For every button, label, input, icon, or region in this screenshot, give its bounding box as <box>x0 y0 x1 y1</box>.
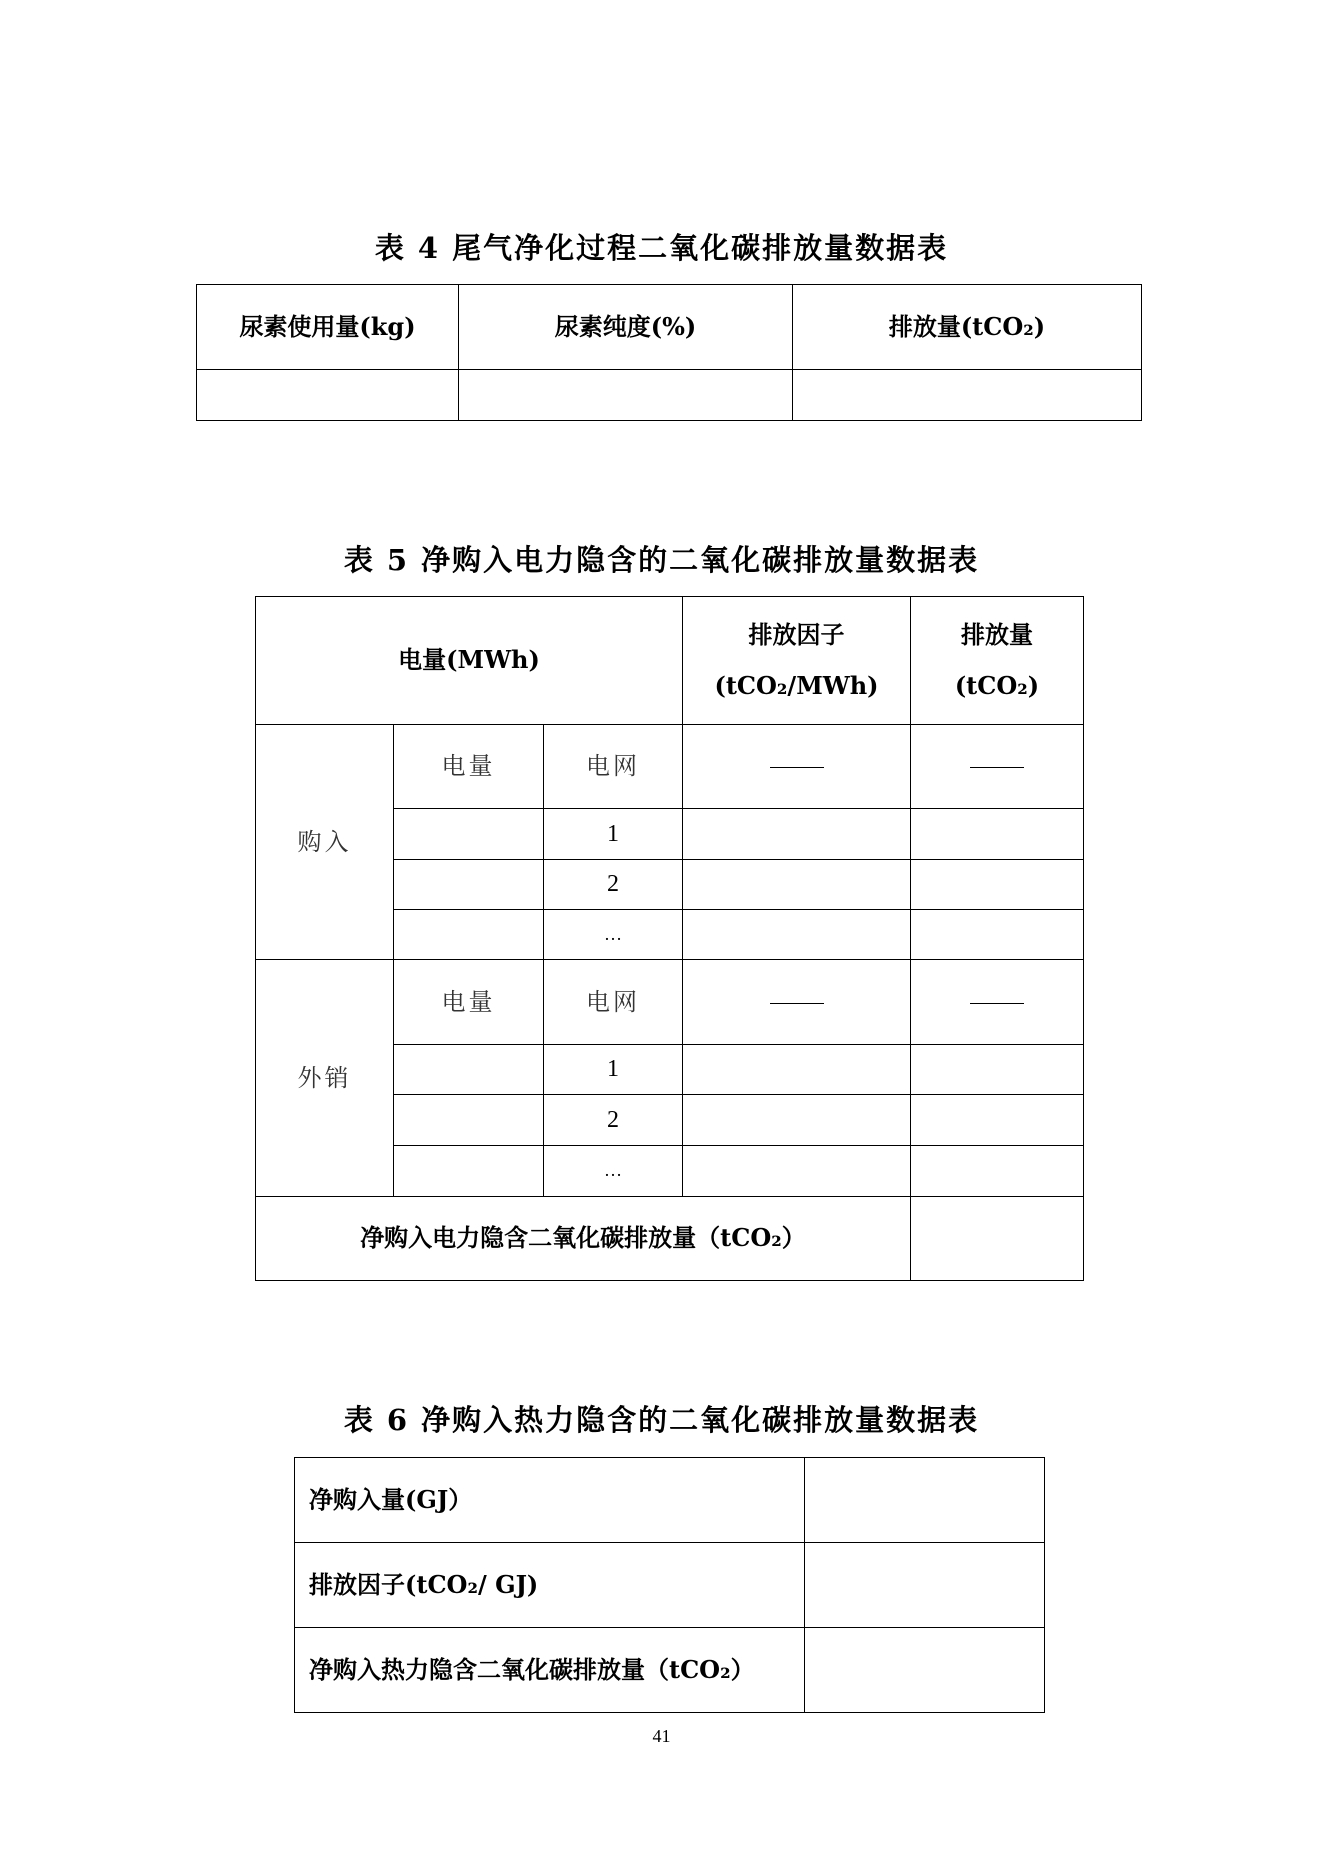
table5-sale-emission-cell[interactable] <box>911 1045 1084 1095</box>
table5-purchase-label: 购入 <box>256 725 394 960</box>
table5-sale-grid-cell: … <box>544 1146 683 1197</box>
table4-header-urea-usage: 尿素使用量(kg) <box>197 285 459 370</box>
table6-label-net-purchase: 净购入量(GJ） <box>295 1458 805 1543</box>
table5-sale-factor-dash <box>683 960 911 1045</box>
table5 <box>255 596 1084 1281</box>
table5-purchase-grid-cell: 1 <box>544 809 683 860</box>
table5-sale-label: 外销 <box>256 960 394 1197</box>
table5-purchase-emission-cell[interactable] <box>911 809 1084 860</box>
table5-purchase-amount-cell[interactable] <box>394 809 544 860</box>
table5-sale-col-grid: 电网 <box>544 960 683 1045</box>
table5-sale-amount-cell[interactable] <box>394 1095 544 1146</box>
table5-sale-grid-cell: 2 <box>544 1095 683 1146</box>
table4-header-urea-purity: 尿素纯度(%) <box>459 285 793 370</box>
dash-line <box>970 1003 1024 1004</box>
table5-header-amount: 电量(MWh) <box>256 597 683 725</box>
table6-cell-emission[interactable] <box>805 1628 1045 1713</box>
table6-label-emission: 净购入热力隐含二氧化碳排放量（tCO₂） <box>295 1628 805 1713</box>
dash-line <box>970 767 1024 768</box>
table5-header-factor-line1: 排放因子 <box>748 619 845 649</box>
table5-caption: 表 5 净购入电力隐含的二氧化碳排放量数据表 <box>343 543 980 577</box>
table5-purchase-emission-cell[interactable] <box>911 910 1084 960</box>
table6-label-factor: 排放因子(tCO₂/ GJ) <box>295 1543 805 1628</box>
table5-purchase-grid-cell: … <box>544 910 683 960</box>
table5-header-emission-line1: 排放量 <box>961 619 1033 649</box>
table5-sale-factor-cell[interactable] <box>683 1095 911 1146</box>
dash-line <box>770 767 824 768</box>
table5-header-emission <box>911 597 1084 725</box>
table5-purchase-emission-cell[interactable] <box>911 860 1084 910</box>
table4 <box>196 284 1142 421</box>
table5-purchase-amount-cell[interactable] <box>394 910 544 960</box>
table5-sale-col-amount: 电量 <box>394 960 544 1045</box>
table5-purchase-factor-cell[interactable] <box>683 910 911 960</box>
table5-total-label: 净购入电力隐含二氧化碳排放量（tCO₂） <box>256 1197 911 1281</box>
table6-cell-factor[interactable] <box>805 1543 1045 1628</box>
table5-purchase-amount-cell[interactable] <box>394 860 544 910</box>
table4-caption: 表 4 尾气净化过程二氧化碳排放量数据表 <box>374 231 949 265</box>
table5-sale-grid-cell: 1 <box>544 1045 683 1095</box>
table4-cell-urea-purity[interactable] <box>459 370 793 421</box>
table5-purchase-emission-dash <box>911 725 1084 809</box>
table4-cell-urea-usage[interactable] <box>197 370 459 421</box>
table5-sale-amount-cell[interactable] <box>394 1045 544 1095</box>
table5-header-emission-line2: (tCO₂) <box>954 670 1040 700</box>
table6-cell-net-purchase[interactable] <box>805 1458 1045 1543</box>
dash-line <box>770 1003 824 1004</box>
table5-purchase-factor-cell[interactable] <box>683 809 911 860</box>
table4-cell-emission[interactable] <box>793 370 1142 421</box>
table5-sale-emission-dash <box>911 960 1084 1045</box>
table5-header-factor-line2: (tCO₂/MWh) <box>714 670 879 700</box>
table4-header-emission: 排放量(tCO₂) <box>793 285 1142 370</box>
table5-total-cell[interactable] <box>911 1197 1084 1281</box>
table5-header-factor <box>683 597 911 725</box>
table5-sale-factor-cell[interactable] <box>683 1045 911 1095</box>
table5-purchase-factor-dash <box>683 725 911 809</box>
table5-purchase-factor-cell[interactable] <box>683 860 911 910</box>
table6 <box>294 1457 1045 1713</box>
table5-purchase-grid-cell: 2 <box>544 860 683 910</box>
table5-sale-emission-cell[interactable] <box>911 1146 1084 1197</box>
table5-purchase-col-amount: 电量 <box>394 725 544 809</box>
page-number: 41 <box>652 1726 671 1746</box>
table6-caption: 表 6 净购入热力隐含的二氧化碳排放量数据表 <box>343 1403 980 1437</box>
table5-sale-factor-cell[interactable] <box>683 1146 911 1197</box>
table5-purchase-col-grid: 电网 <box>544 725 683 809</box>
table5-sale-amount-cell[interactable] <box>394 1146 544 1197</box>
table5-sale-emission-cell[interactable] <box>911 1095 1084 1146</box>
